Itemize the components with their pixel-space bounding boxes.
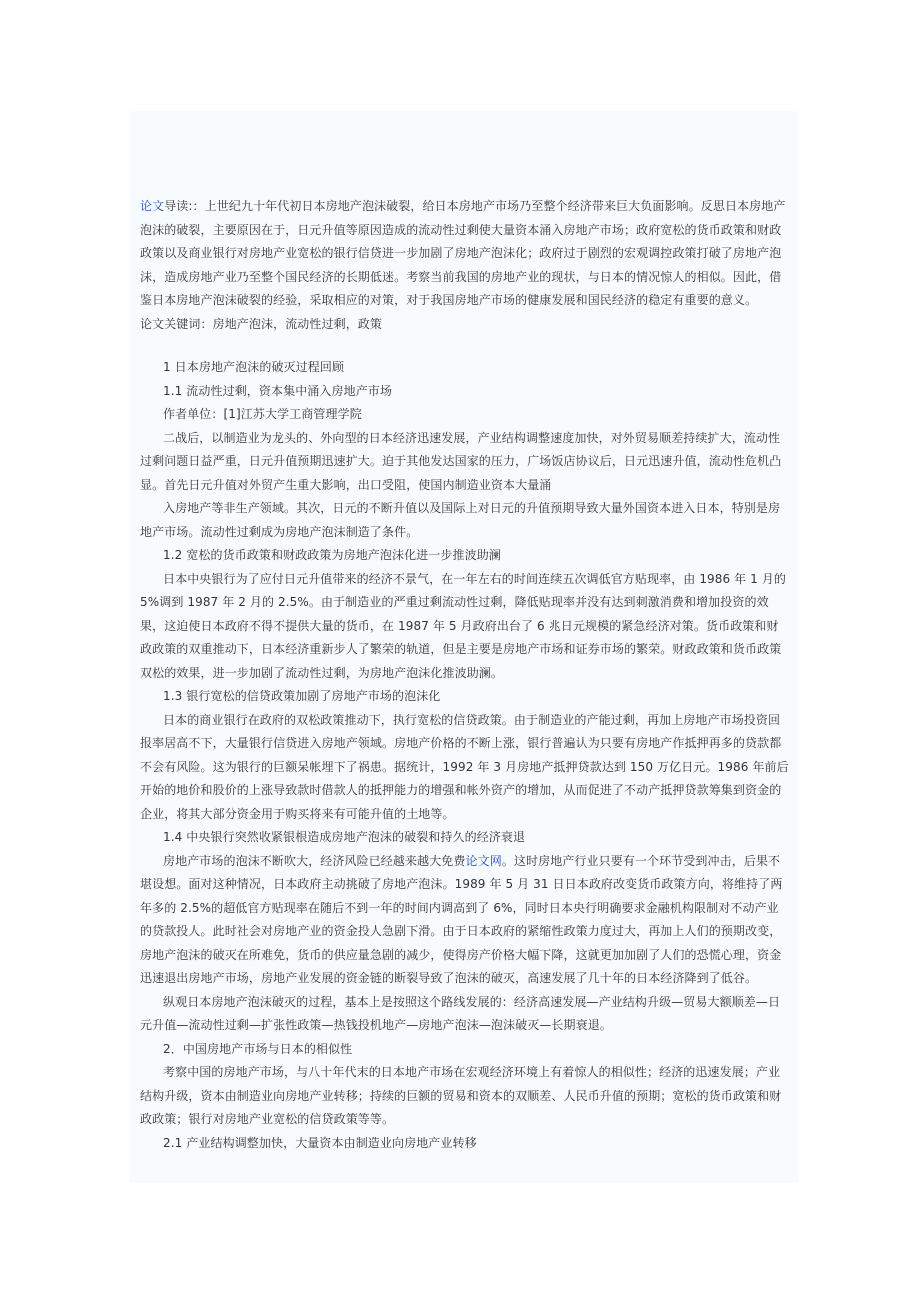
heading-section-2: 2．中国房地产市场与日本的相似性 <box>163 1041 353 1056</box>
lunwen-link[interactable]: 论文 <box>140 199 165 213</box>
spacer <box>140 336 790 356</box>
heading-section-1-3: 1.3 银行宽松的信贷政策加剧了房地产市场的泡沫化 <box>163 689 441 703</box>
paragraph-1-1b: 入房地产等非生产领域。其次，日元的不断升值以及国际上对日元的升值预期导致大量外国资本进入日本，特别是房地产市场。流动性过剩成为房地产泡沫制造了条件。 <box>140 501 781 539</box>
paragraph-1-3: 日本的商业银行在政府的双松政策推动下，执行宽松的信贷政策。由于制造业的产能过剩，再加上房地产市场投资回报率居高不下，大量银行信贷进入房地产领域。房地产价格的不断上涨，银行普遍认为只要有房地产作抵押再多的贷款都不会有风险。这为银行的巨额呆帐埋下了祸患。据统计，1992 年 3 月房地产抵押贷款达到 150 万亿日元。1986 年前后开始的地价和股价的上涨导致款时借款人的抵押能力的增强和帐外资产的增加，从而促进了不动产抵押贷款筹集到资金的企业，将其大部分资金用于购买将来有可能升值的土地等。 <box>140 712 789 821</box>
paragraph-1-1a: 二战后，以制造业为龙头的、外向型的日本经济迅速发展，产业结构调整速度加快，对外贸易顺差持续扩大，流动性过剩问题日益严重，日元升值预期迅速扩大。迫于其他发达国家的压力，广场饭店协议后，日元迅速升值，流动性危机凸显。首先日元升值对外贸产生重大影响，出口受阻，使国内制造业资本大量涌 <box>140 430 782 492</box>
document-page <box>130 111 798 1183</box>
heading-section-1-2: 1.2 宽松的货币政策和财政政策为房地产泡沫化进一步推波助澜 <box>163 548 501 562</box>
lunwenwang-link[interactable]: 论文网 <box>465 853 502 868</box>
paragraph-1-4 <box>140 850 790 991</box>
paragraph-summary: 纵观日本房地产泡沫破灭的过程，基本上是按照这个路线发展的：经济高速发展—产业结构升级—贸易大额顺差—日元升值—流动性过剩—扩张性政策—热钱投机地产—房地产泡沫—泡沫破灭—长期衰退。 <box>140 994 781 1032</box>
paragraph-2: 考察中国的房地产市场，与八十年代末的日本地产市场在宏观经济环境上有着惊人的相似性；经济的迅速发展；产业结构升级，资本由制造业向房地产业转移；持续的巨额的贸易和资本的双顺差、人民币升值的预期；宽松的货币政策和财政政策；银行对房地产业宽松的信贷政策等等。 <box>140 1065 782 1126</box>
paragraph-1-2: 日本中央银行为了应付日元升值带来的经济不景气，在一年左右的时间连续五次调低官方贴现率，由 1986 年 1 月的 5%调到 1987 年 2 月的 2.5%。由于制造业的严重过剩流动性过剩，降低贴现率并没有达到刺激消费和增加投资的效果，这迫使日本政府不得不提供大量的货币，在 1987 年 5 月政府出台了 6 兆日元规模的紧急经济对策。货币政策和财政政策的双重推动下，日本经济重新步人了繁荣的轨道，但是主要是房地产市场和证券市场的繁荣。财政政策和货币政策双松的效果，进一步加剧了流动性过剩，为房地产泡沫化推波助澜。 <box>140 571 787 680</box>
abstract-text: 导读:：上世纪九十年代初日本房地产泡沫破裂，给日本房地产市场乃至整个经济带来巨大负面影响。反思日本房地产泡沫的破裂，主要原因在于，日元升值等原因造成的流动性过剩使大量资本涌入房地产市场；政府宽松的货币政策和财政政策以及商业银行对房地产业宽松的银行信贷进一步加剧了房地产泡沫化；政府过于剧烈的宏观调控政策打破了房地产泡沫，造成房地产业乃至整个国民经济的长期低迷。考察当前我国的房地产业的现状，与日本的情况惊人的相似。因此，借鉴日本房地产泡沫破裂的经验，采取相应的对策，对于我国房地产市场的健康发展和国民经济的稳定有重要的意义。 <box>140 199 786 307</box>
heading-section-1: 1 日本房地产泡沫的破灭过程回顾 <box>163 360 345 374</box>
paragraph-1-4-post: 。这时房地产行业只要有一个环节受到冲击，后果不堪设想。面对这种情况，日本政府主动挑破了房地产泡沫。1989 年 5 月 31 日日本政府改变货币政策方向，将维持了两年多的 2.5%的超低官方贴现率在随后不到一年的时间内调高到了 6%，同时日本央行明确要求金融机构限制对不动产业的贷款投人。此时社会对房地产业的资金投人急剧下滑。由于日本政府的紧缩性政策力度过大，再加上人们的预期改变，房地产泡沫的破灭在所难免，货币的供应量急剧的减少，使得房产价格大幅下降，这就更加加剧了人们的恐慌心理，资金迅速退出房地产市场，房地产业发展的资金链的断裂导致了泡沫的破灭，高速发展了几十年的日本经济降到了低谷。 <box>140 853 783 985</box>
heading-section-1-1: 1.1 流动性过剩，资本集中涌入房地产市场 <box>163 383 392 398</box>
heading-section-1-4: 1.4 中央银行突然收紧银根造成房地产泡沫的破裂和持久的经济衰退 <box>163 830 526 844</box>
keywords-line: 论文关键词：房地产泡沫，流动性过剩，政策 <box>140 316 383 331</box>
paragraph-1-4-pre: 房地产市场的泡沫不断吹大，经济风险已经越来越大免费 <box>163 853 466 868</box>
abstract-paragraph <box>140 195 790 313</box>
heading-section-2-1: 2.1 产业结构调整加快，大量资本由制造业向房地产业转移 <box>163 1135 477 1150</box>
article-body <box>140 195 790 1155</box>
author-affiliation: 作者单位：[1]江苏大学工商管理学院 <box>163 407 362 421</box>
